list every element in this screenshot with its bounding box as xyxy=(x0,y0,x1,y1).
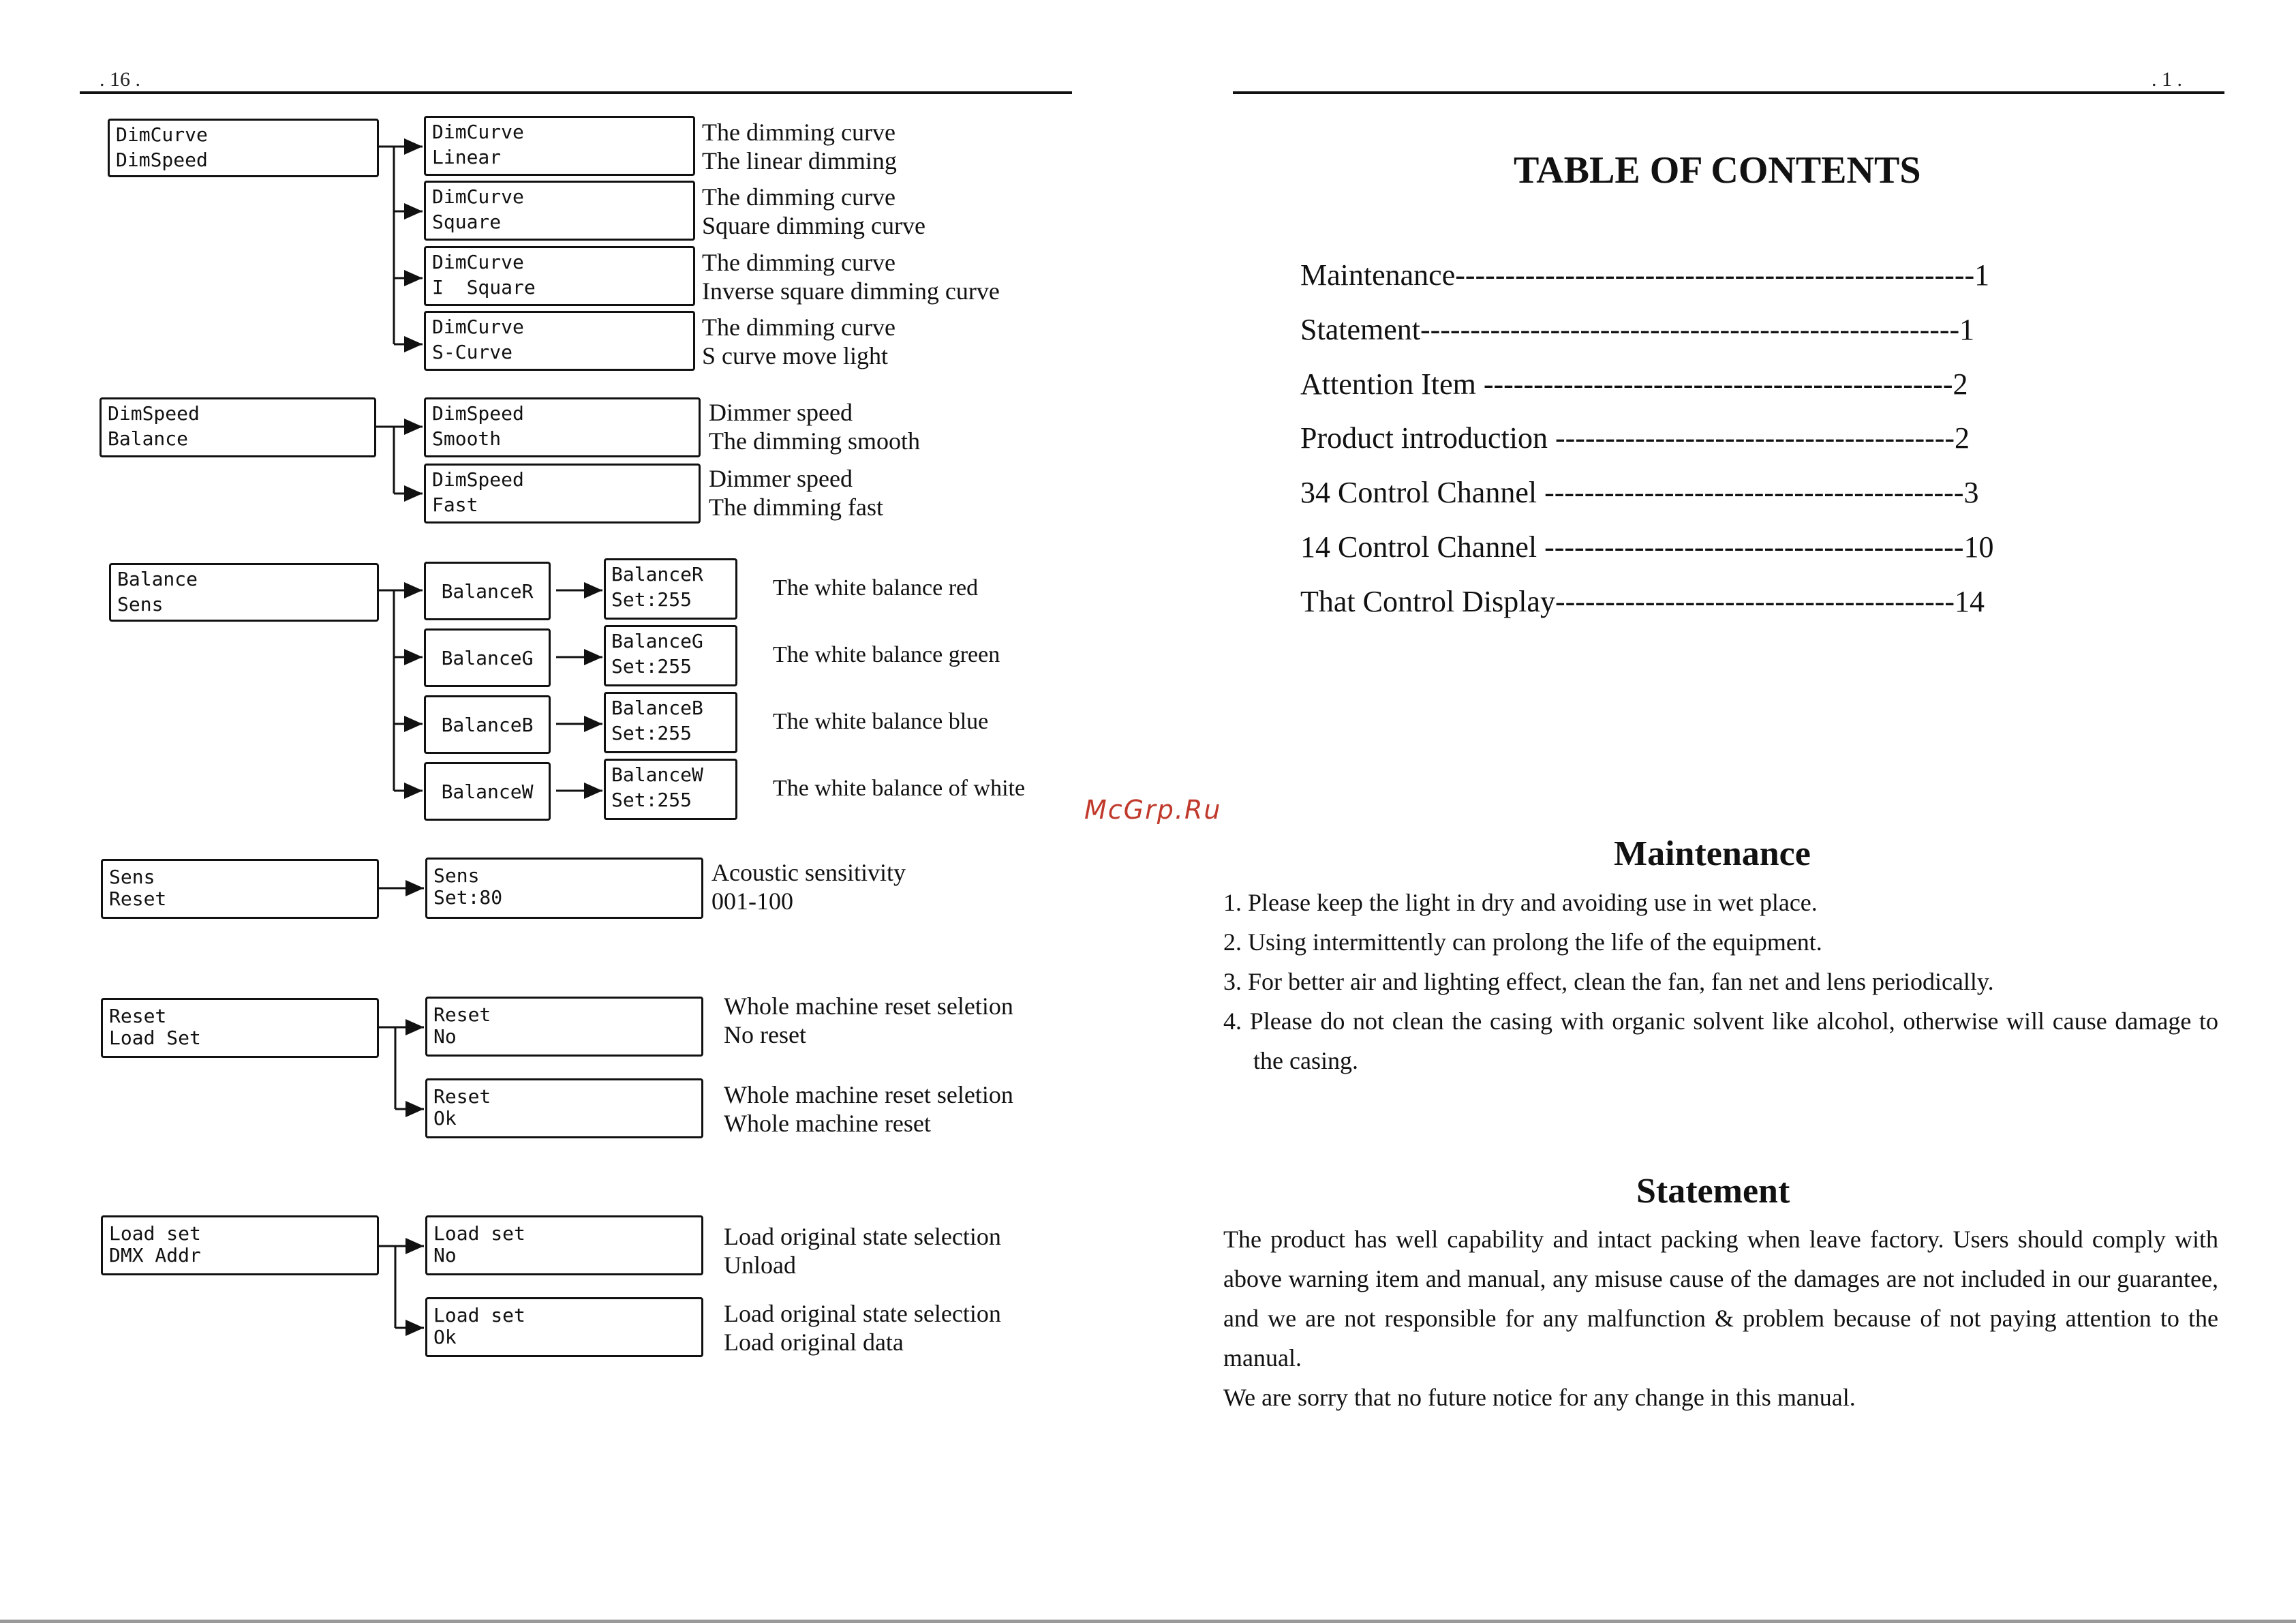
option-desc: Load original state selection Load original data xyxy=(724,1300,1001,1356)
select-lcd-balance-w: BalanceW xyxy=(424,762,551,821)
maintenance-heading: Maintenance xyxy=(1614,834,1811,873)
menu-lcd-dimcurve: DimCurve DimSpeed xyxy=(108,119,379,177)
option-desc: The dimming curve The linear dimming xyxy=(702,119,897,175)
option-desc: The white balance blue xyxy=(773,709,989,734)
option-desc: Whole machine reset seletion No reset xyxy=(724,992,1013,1048)
select-lcd-balance-g: BalanceG xyxy=(424,628,551,687)
option-lcd-dimcurve-scurve: DimCurve S-Curve xyxy=(424,311,695,371)
option-desc: The white balance of white xyxy=(773,776,1026,801)
left-page-number: . 16 . xyxy=(100,68,140,91)
option-desc: The white balance green xyxy=(773,642,1000,667)
statement-heading: Statement xyxy=(1636,1172,1790,1211)
toc-entry-maintenance: Maintenance----------------------------------------------------1 xyxy=(1300,258,1990,292)
set-lcd-balance-w: BalanceW Set:255 xyxy=(604,759,737,820)
option-lcd-dimcurve-linear: DimCurve Linear xyxy=(424,116,695,176)
option-desc: The dimming curve Square dimming curve xyxy=(702,183,925,239)
set-lcd-balance-r: BalanceR Set:255 xyxy=(604,558,737,620)
menu-lcd-reset: Reset Load Set xyxy=(101,998,379,1058)
statement-paragraph: We are sorry that no future notice for any change in this manual. xyxy=(1223,1384,1856,1411)
statement-paragraph: The product has well capability and intact packing when leave factory. Users should comply with above warning item and manual, any misuse cause of the damages are not included in our guarantee, and we are not responsible for any malfunction & problem because of not paying attention to the manual. xyxy=(1223,1226,2218,1371)
option-desc: Whole machine reset seletion Whole machine reset xyxy=(724,1081,1013,1137)
bottom-border xyxy=(0,1620,2296,1623)
option-desc: The dimming curve S curve move light xyxy=(702,314,896,369)
maintenance-item: 1. Please keep the light in dry and avoiding use in wet place. xyxy=(1223,889,1818,916)
maintenance-item: 3. For better air and lighting effect, clean the fan, fan net and lens periodically. xyxy=(1223,968,1994,995)
option-lcd-load-set-ok: Load set Ok xyxy=(425,1297,703,1357)
option-lcd-reset-ok: Reset Ok xyxy=(425,1078,703,1138)
watermark: McGrp.Ru xyxy=(1084,795,1222,825)
option-lcd-dimcurve-square: DimCurve Square xyxy=(424,181,695,241)
option-desc: Acoustic sensitivity 001-100 xyxy=(711,859,906,915)
toc-entry-product-introduction: Product introduction ----------------------------------------2 xyxy=(1300,421,1970,455)
right-page-number: . 1 . xyxy=(2152,68,2182,91)
toc-entry-attention-item: Attention Item -----------------------------------------------2 xyxy=(1300,367,1968,401)
maintenance-item: 2. Using intermittently can prolong the life of the equipment. xyxy=(1223,928,1822,956)
option-desc: Load original state selection Unload xyxy=(724,1223,1001,1279)
menu-lcd-dimspeed: DimSpeed Balance xyxy=(100,397,376,457)
option-desc: Dimmer speed The dimming smooth xyxy=(709,399,920,455)
statement-body xyxy=(1223,1219,2218,1417)
option-lcd-sens-set: Sens Set:80 xyxy=(425,858,703,919)
maintenance-list xyxy=(1223,883,2218,1080)
select-lcd-balance-b: BalanceB xyxy=(424,695,551,754)
menu-lcd-sens: Sens Reset xyxy=(101,859,379,919)
option-lcd-reset-no: Reset No xyxy=(425,997,703,1057)
option-desc: The dimming curve Inverse square dimming curve xyxy=(702,249,1000,305)
toc-entry-34-control-channel: 34 Control Channel ------------------------------------------3 xyxy=(1300,476,1979,509)
toc-entry-that-control-display: That Control Display----------------------------------------14 xyxy=(1300,585,1985,618)
option-lcd-load-set-no: Load set No xyxy=(425,1215,703,1275)
set-lcd-balance-b: BalanceB Set:255 xyxy=(604,692,737,753)
option-lcd-dimcurve-isquare: DimCurve I Square xyxy=(424,246,695,306)
maintenance-item: 4. Please do not clean the casing with organic solvent like alcohol, otherwise will cause damage to the casing. xyxy=(1223,1007,2218,1074)
option-desc: Dimmer speed The dimming fast xyxy=(709,465,883,521)
right-header-rule xyxy=(1233,91,2224,94)
option-lcd-dimspeed-fast: DimSpeed Fast xyxy=(424,464,701,524)
toc-entry-statement: Statement------------------------------------------------------1 xyxy=(1300,313,1975,346)
option-desc: The white balance red xyxy=(773,575,979,601)
toc-title: TABLE OF CONTENTS xyxy=(1514,149,1921,192)
set-lcd-balance-g: BalanceG Set:255 xyxy=(604,625,737,686)
option-lcd-dimspeed-smooth: DimSpeed Smooth xyxy=(424,397,701,457)
menu-lcd-balance: Balance Sens xyxy=(109,563,379,622)
menu-lcd-load-set: Load set DMX Addr xyxy=(101,1215,379,1275)
toc-entry-14-control-channel: 14 Control Channel ------------------------------------------10 xyxy=(1300,530,1994,564)
select-lcd-balance-r: BalanceR xyxy=(424,562,551,620)
